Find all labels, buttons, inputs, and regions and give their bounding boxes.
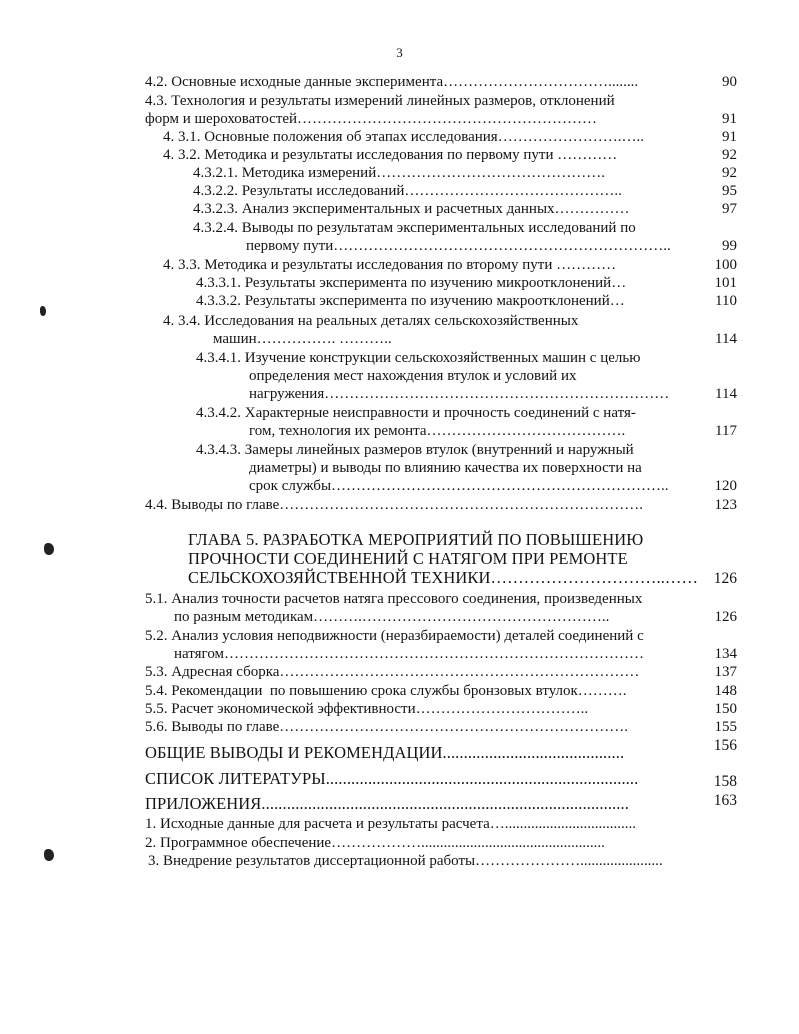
scan-mark [40, 306, 46, 316]
toc-entry-page: 137 [714, 664, 737, 680]
toc-entry-text: 4.2. Основные исходные данные эксперимента……………………………........ [145, 74, 639, 90]
toc-entry-text: 4. 3.4. Исследования на реальных деталях сельскохозяйственных [163, 313, 579, 329]
toc-entry-text: 4.3.2.1. Методика измерений………………………………………. [193, 165, 605, 181]
toc-entry-text: 4. 3.1. Основные положения об этапах исследования…………………….….. [163, 129, 644, 145]
toc-entry-page: 91 [722, 129, 737, 145]
toc-entry-text: форм и шероховатостей…………………………………………………… [145, 111, 598, 127]
toc-entry-text: 4. 3.2. Методика и результаты исследования по первому пути ………… [163, 147, 618, 163]
section-heading: ОБЩИЕ ВЫВОДЫ И РЕКОМЕНДАЦИИ........................................... [145, 743, 625, 762]
toc-entry-page: 126 [714, 609, 737, 625]
toc-entry-text: 4.3.3.2. Результаты эксперимента по изучению макроотклонений… [196, 293, 625, 309]
section-heading: ПРИЛОЖЕНИЯ....................................................................................... [145, 794, 629, 813]
toc-entry-text: 5.5. Расчет экономической эффективности…………………………….. [145, 701, 589, 717]
toc-entry-text: 5.4. Рекомендации по повышению срока службы бронзовых втулок………. [145, 683, 627, 699]
toc-entry-text: 5.3. Адресная сборка……………………………………………………………… [145, 664, 640, 680]
toc-entry-text: 1. Исходные данные для расчета и результаты расчета…................................... [145, 816, 636, 832]
toc-entry-text: 4.3.4.2. Характерные неисправности и прочность соединений с натя- [196, 405, 636, 421]
chapter-heading: ГЛАВА 5. РАЗРАБОТКА МЕРОПРИЯТИЙ ПО ПОВЫШЕНИЮ [188, 530, 644, 549]
page-number: 3 [396, 45, 403, 60]
toc-entry-text: 4.3.2.4. Выводы по результатам экспериментальных исследований по [193, 220, 636, 236]
toc-entry-text: 5.2. Анализ условия неподвижности (неразбираемости) деталей соединений с [145, 628, 644, 644]
toc-entry-text: срок службы………………………………………………………….. [249, 478, 669, 494]
toc-entry-text: нагружения…………………………………………………………… [249, 386, 670, 402]
toc-entry-text: 4. 3.3. Методика и результаты исследования по второму пути ………… [163, 257, 617, 273]
toc-entry-text: 3. Внедрение результатов диссертационной работы…………………...................... [148, 853, 663, 869]
toc-entry-page: 97 [722, 201, 737, 217]
toc-entry-text: 5.1. Анализ точности расчетов натяга прессового соединения, произведенных [145, 591, 643, 607]
toc-entry-text: 4.3.4.1. Изучение конструкции сельскохозяйственных машин с целью [196, 350, 641, 366]
toc-entry-page: 95 [722, 183, 737, 199]
section-heading: СПИСОК ЛИТЕРАТУРЫ.......................................................................... [145, 769, 639, 788]
toc-entry-page: 150 [714, 701, 737, 717]
toc-entry-page: 110 [715, 293, 737, 309]
toc-entry-page: 114 [715, 386, 737, 402]
chapter-heading: СЕЛЬСКОХОЗЯЙСТВЕННОЙ ТЕХНИКИ…………………………..…… [188, 568, 699, 587]
toc-entry-page: 114 [715, 331, 737, 347]
toc-entry-page: 155 [714, 719, 737, 735]
toc-entry-text: 4.3.2.3. Анализ экспериментальных и расчетных данных…………… [193, 201, 630, 217]
toc-entry-text: натягом………………………………………………………………………… [174, 646, 645, 662]
scan-mark [44, 543, 54, 555]
toc-entry-page: 92 [722, 165, 737, 181]
toc-entry-page: 100 [714, 257, 737, 273]
toc-entry-text: по разным методикам……….………………………………………….. [174, 609, 610, 625]
toc-entry-text: 5.6. Выводы по главе……………………………………………………………. [145, 719, 629, 735]
toc-entry-page: 92 [722, 147, 737, 163]
toc-entry-text: 4.3.2.2. Результаты исследований…………………………………….. [193, 183, 622, 199]
chapter-heading: ПРОЧНОСТИ СОЕДИНЕНИЙ С НАТЯГОМ ПРИ РЕМОНТЕ [188, 549, 628, 568]
toc-entry-text: диаметры) и выводы по влиянию качества их поверхности на [249, 460, 642, 476]
toc-entry-page: 163 [713, 792, 737, 809]
toc-entry-page: 91 [722, 111, 737, 127]
toc-entry-page: 90 [722, 74, 737, 90]
toc-entry-text: определения мест нахождения втулок и условий их [249, 368, 577, 384]
toc-entry-page: 156 [713, 737, 737, 754]
toc-entry-page: 148 [714, 683, 737, 699]
toc-entry-text: гом, технология их ремонта…………………………………. [249, 423, 626, 439]
toc-entry-page: 158 [713, 773, 737, 790]
toc-entry-page: 101 [714, 275, 737, 291]
scan-mark [44, 849, 54, 861]
toc-entry-page: 123 [714, 497, 737, 513]
toc-entry-page: 134 [714, 646, 737, 662]
toc-entry-page: 99 [722, 238, 737, 254]
toc-entry-text: 2. Программное обеспечение………………................................................. [145, 835, 605, 851]
toc-entry-page: 126 [713, 570, 737, 587]
toc-entry-text: первому пути………………………………………………………….. [246, 238, 671, 254]
toc-entry-text: 4.3.4.3. Замеры линейных размеров втулок (внутренний и наружный [196, 442, 634, 458]
toc-entry-page: 117 [715, 423, 737, 439]
toc-entry-text: 4.3.3.1. Результаты эксперимента по изучению микроотклонений… [196, 275, 627, 291]
toc-entry-text: 4.3. Технология и результаты измерений линейных размеров, отклонений [145, 93, 615, 109]
toc-entry-text: 4.4. Выводы по главе………………………………………………………………. [145, 497, 644, 513]
toc-entry-text: машин……………. ……….. [213, 331, 392, 347]
toc-entry-page: 120 [714, 478, 737, 494]
